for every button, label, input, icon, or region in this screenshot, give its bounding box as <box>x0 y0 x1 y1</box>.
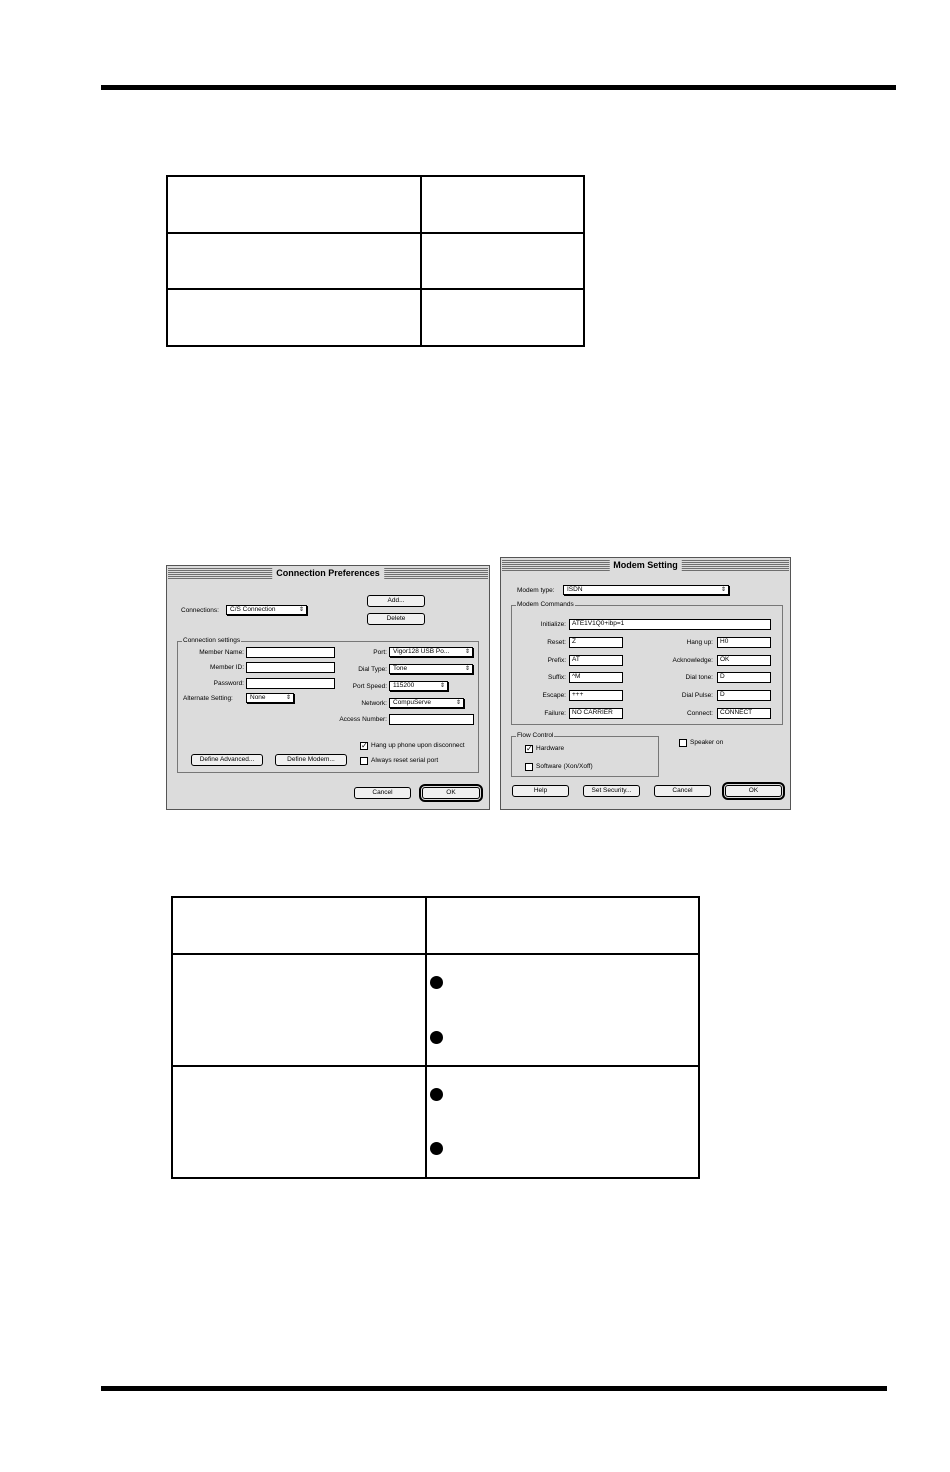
always-reset-checkbox[interactable] <box>360 757 368 765</box>
dial-tone-field[interactable]: D <box>717 672 771 683</box>
port-popup[interactable] <box>389 647 473 657</box>
modem-commands-label: Modem Commands <box>517 601 574 608</box>
title-bar[interactable] <box>168 567 488 580</box>
initialize-label: Initialize: <box>540 621 566 628</box>
table-cell <box>172 954 426 1066</box>
table-row <box>172 954 699 1066</box>
failure-label: Failure: <box>544 710 566 717</box>
acknowledge-field[interactable]: OK <box>717 655 771 666</box>
define-modem-button[interactable]: Define Modem... <box>275 754 347 766</box>
cancel-button[interactable]: Cancel <box>654 785 711 797</box>
popup-arrow-icon: ⇕ <box>285 695 291 701</box>
table-cell <box>167 289 421 346</box>
top-table <box>166 175 585 347</box>
connect-label: Connect: <box>686 710 713 717</box>
table-cell <box>421 176 584 233</box>
hang-up-cmd-label: Hang up: <box>686 639 713 646</box>
table-cell <box>426 1066 699 1178</box>
dial-tone-label: Dial tone: <box>685 674 713 681</box>
dial-type-value: Tone <box>393 665 408 672</box>
acknowledge-label: Acknowledge: <box>672 657 713 664</box>
table-row <box>167 176 584 233</box>
table-cell <box>172 897 426 954</box>
popup-arrow-icon: ⇕ <box>464 649 470 655</box>
ok-button[interactable]: OK <box>422 787 480 799</box>
escape-label: Escape: <box>542 692 566 699</box>
dial-pulse-field[interactable]: D <box>717 690 771 701</box>
speaker-on-label: Speaker on <box>690 739 724 746</box>
dial-type-label: Dial Type: <box>358 666 387 673</box>
set-security-button[interactable]: Set Security... <box>583 785 640 797</box>
reset-label: Reset: <box>547 639 566 646</box>
always-reset-label: Always reset serial port <box>371 757 439 764</box>
check-icon: ✓ <box>526 744 533 753</box>
table-cell <box>167 233 421 290</box>
define-advanced-button[interactable]: Define Advanced... <box>191 754 263 766</box>
title-bar[interactable] <box>502 559 789 572</box>
bullet-icon <box>430 1088 443 1101</box>
hardware-checkbox[interactable] <box>525 745 533 753</box>
table-cell <box>421 289 584 346</box>
initialize-field[interactable]: ATE1V1Q0+ibp=1 <box>569 619 771 630</box>
prefix-field[interactable]: AT <box>569 655 623 666</box>
modem-type-popup[interactable] <box>563 585 729 595</box>
window-title: Connection Preferences <box>272 566 384 580</box>
connections-popup[interactable] <box>226 605 307 615</box>
table-row <box>167 289 584 346</box>
port-speed-label: Port Speed: <box>352 683 387 690</box>
access-number-label: Access Number: <box>339 716 387 723</box>
table-cell <box>426 954 699 1066</box>
network-label: Network: <box>361 700 387 707</box>
window-title: Modem Setting <box>609 558 682 572</box>
check-icon: ✓ <box>361 741 368 750</box>
password-label: Password: <box>213 680 244 687</box>
bullet-icon <box>430 1142 443 1155</box>
table-row <box>172 897 699 954</box>
table-cell <box>172 1066 426 1178</box>
port-speed-popup[interactable] <box>389 681 448 691</box>
speaker-on-checkbox[interactable] <box>679 739 687 747</box>
alternate-setting-label: Alternate Setting: <box>183 695 233 702</box>
suffix-field[interactable]: ^M <box>569 672 623 683</box>
failure-field[interactable]: NO CARRIER <box>569 708 623 719</box>
table-row <box>172 1066 699 1178</box>
modem-type-label: Modem type: <box>517 587 555 594</box>
software-flow-checkbox[interactable] <box>525 763 533 771</box>
help-button[interactable]: Help <box>512 785 569 797</box>
table-cell <box>426 897 699 954</box>
delete-button[interactable]: Delete <box>367 613 425 625</box>
escape-field[interactable]: +++ <box>569 690 623 701</box>
prefix-label: Prefix: <box>547 657 566 664</box>
modem-setting-window <box>500 557 791 810</box>
popup-arrow-icon: ⇕ <box>464 666 470 672</box>
table-row <box>167 233 584 290</box>
member-name-label: Member Name: <box>199 649 244 656</box>
popup-arrow-icon: ⇕ <box>298 607 304 613</box>
modem-type-value: ISDN <box>567 586 583 593</box>
alternate-setting-value: None <box>250 694 266 701</box>
hang-up-cmd-field[interactable]: H0 <box>717 637 771 648</box>
table-cell <box>167 176 421 233</box>
add-button[interactable]: Add... <box>367 595 425 607</box>
hang-up-label: Hang up phone upon disconnect <box>371 742 465 749</box>
cancel-button[interactable]: Cancel <box>354 787 411 799</box>
software-flow-label: Software (Xon/Xoff) <box>536 763 593 770</box>
reset-field[interactable]: Z <box>569 637 623 648</box>
popup-arrow-icon: ⇕ <box>455 700 461 706</box>
network-value: CompuServe <box>393 699 431 706</box>
access-number-field[interactable] <box>389 714 474 725</box>
alternate-setting-popup[interactable] <box>246 693 294 703</box>
port-speed-value: 115200 <box>393 682 415 689</box>
bullet-icon <box>430 976 443 989</box>
table-cell <box>421 233 584 290</box>
network-popup[interactable] <box>389 698 464 708</box>
suffix-label: Suffix: <box>548 674 566 681</box>
dial-type-popup[interactable] <box>389 664 473 674</box>
dial-pulse-label: Dial Pulse: <box>681 692 713 699</box>
hardware-label: Hardware <box>536 745 565 752</box>
bullet-icon <box>430 1031 443 1044</box>
connections-label: Connections: <box>181 607 219 614</box>
connection-preferences-window <box>166 565 490 810</box>
member-id-label: Member ID: <box>210 664 244 671</box>
ok-button[interactable]: OK <box>725 785 782 797</box>
connect-field[interactable]: CONNECT <box>717 708 771 719</box>
hang-up-checkbox[interactable] <box>360 742 368 750</box>
flow-control-label: Flow Control <box>517 732 554 739</box>
port-value: Vigor128 USB Po... <box>393 648 450 655</box>
connections-value: C/S Connection <box>230 606 276 613</box>
top-rule <box>101 85 896 90</box>
connection-settings-label: Connection settings <box>183 637 241 644</box>
popup-arrow-icon: ⇕ <box>720 587 726 593</box>
popup-arrow-icon: ⇕ <box>439 683 445 689</box>
port-label: Port: <box>373 649 387 656</box>
bottom-rule <box>101 1386 887 1391</box>
